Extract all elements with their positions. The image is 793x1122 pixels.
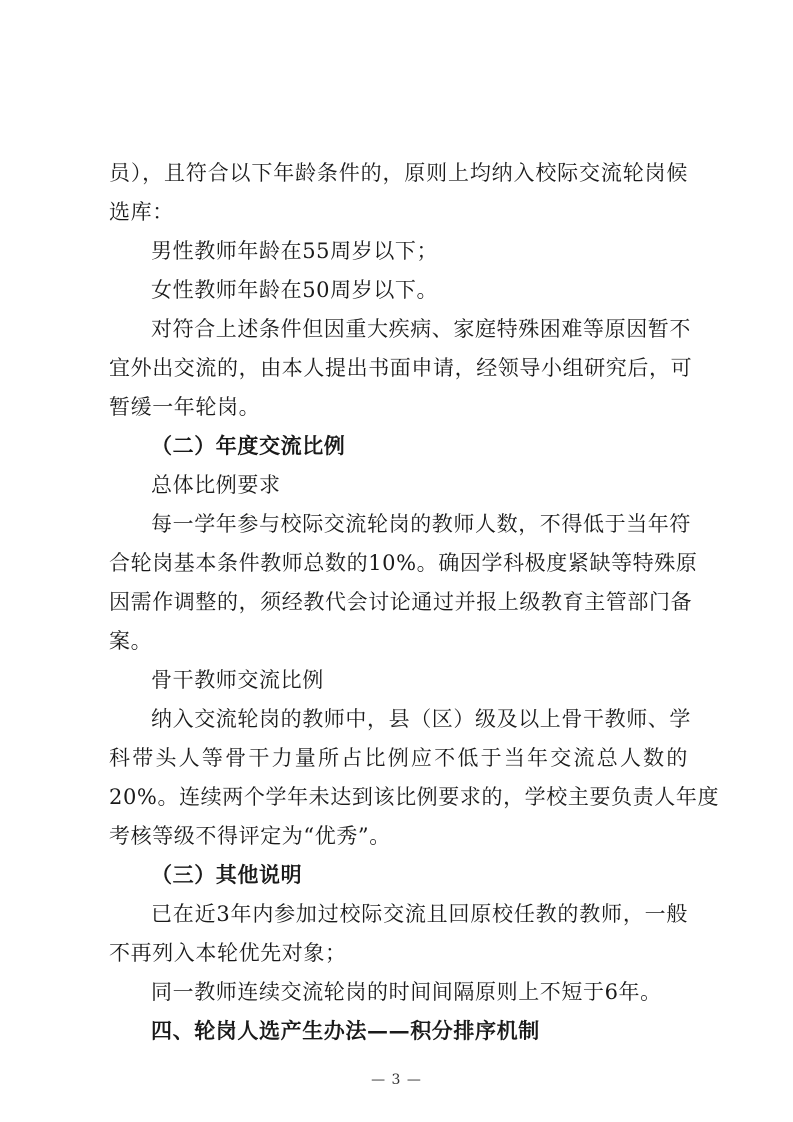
body-text-line-22: 同一教师连续交流轮岗的时间间隔原则上不短于6年。 — [151, 980, 662, 1004]
body-text-line-13: 案。 — [109, 629, 153, 653]
page-number: — 3 — — [371, 1072, 422, 1088]
body-text-line-10: 每一学年参与校际交流轮岗的教师人数，不得低于当年符 — [151, 512, 691, 536]
body-text-line-18: 考核等级不得评定为“优秀”。 — [109, 824, 391, 848]
body-text-line-5: 对符合上述条件但因重大疾病、家庭特殊困难等原因暂不 — [151, 317, 691, 341]
section-heading-selection-method: 四、轮岗人选产生办法——积分排序机制 — [151, 1018, 540, 1043]
body-text-line-7: 暂缓一年轮岗。 — [109, 395, 261, 419]
body-text-line-21: 不再列入本轮优先对象； — [109, 941, 347, 965]
body-text-line-11: 合轮岗基本条件教师总数的10%。确因学科极度紧缺等特殊原 — [109, 551, 698, 575]
body-text-line-20: 已在近3年内参加过校际交流且回原校任教的教师，一般 — [151, 902, 688, 926]
body-text-line-1: 员），且符合以下年龄条件的，原则上均纳入校际交流轮岗候 — [109, 161, 688, 185]
body-text-line-3: 男性教师年龄在55周岁以下； — [151, 239, 439, 263]
body-text-line-15: 纳入交流轮岗的教师中，县（区）级及以上骨干教师、学 — [151, 707, 691, 731]
body-text-line-16: 科带头人等骨干力量所占比例应不低于当年交流总人数的 — [109, 746, 688, 770]
section-heading-annual-ratio: （二）年度交流比例 — [151, 433, 346, 458]
body-text-line-6: 宜外出交流的，由本人提出书面申请，经领导小组研究后，可 — [109, 356, 693, 380]
subheading-overall-ratio: 总体比例要求 — [151, 473, 281, 497]
subheading-key-teacher-ratio: 骨干教师交流比例 — [151, 668, 324, 692]
body-text-line-17: 20%。连续两个学年未达到该比例要求的，学校主要负责人年度 — [109, 785, 720, 809]
body-text-line-12: 因需作调整的，须经教代会讨论通过并报上级教育主管部门备 — [109, 590, 693, 614]
section-heading-other-notes: （三）其他说明 — [151, 862, 303, 887]
body-text-line-4: 女性教师年龄在50周岁以下。 — [151, 278, 439, 302]
body-text-line-2: 选库： — [109, 200, 174, 224]
